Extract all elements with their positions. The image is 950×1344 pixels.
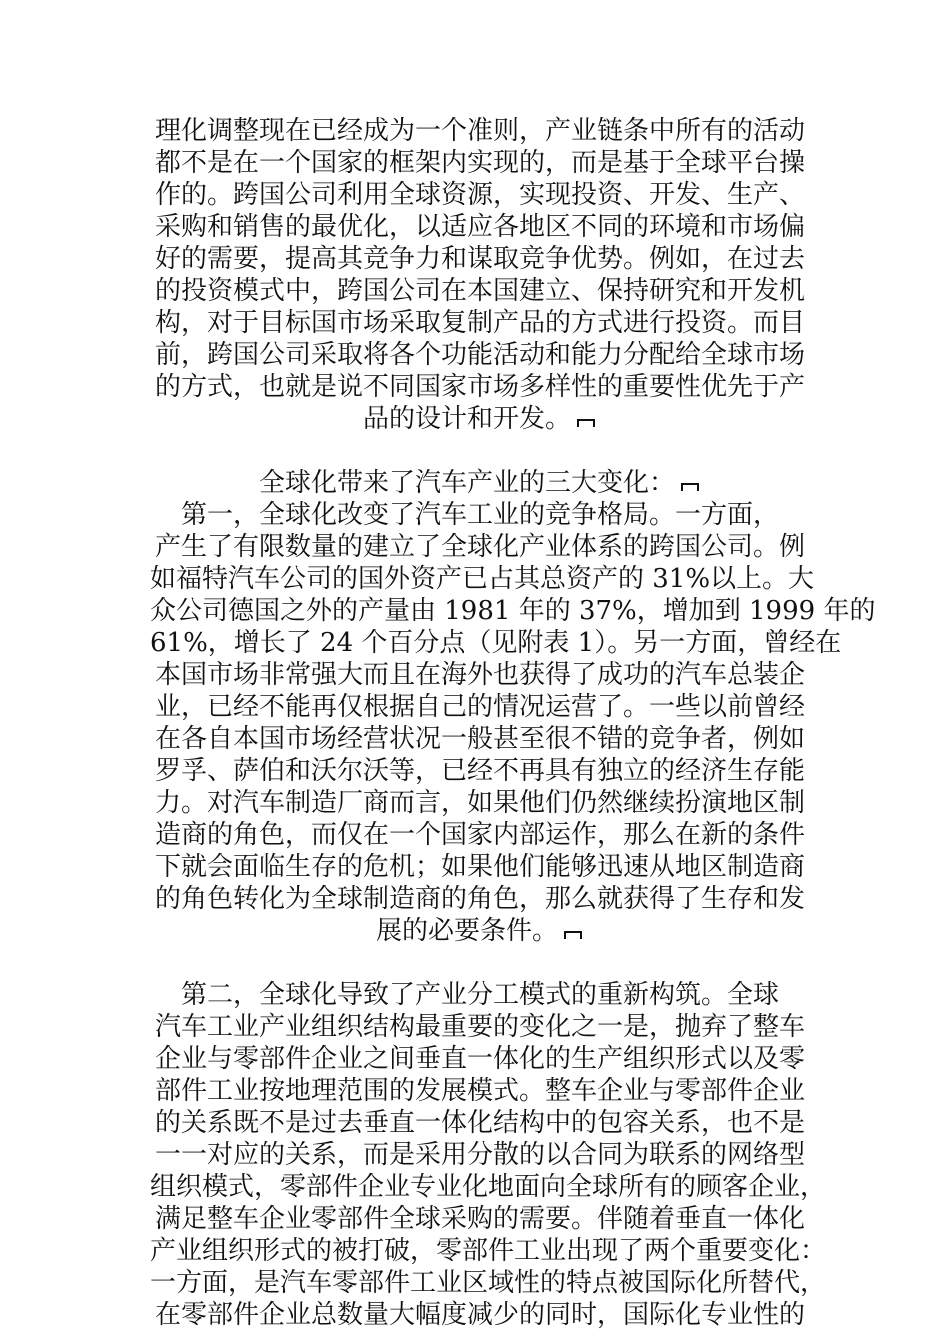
paragraph-1-line: 采购和销售的最优化，以适应各地区不同的环境和市场偏 [154, 212, 805, 242]
paragraph-2-line: 罗孚、萨伯和沃尔沃等，已经不再具有独立的经济生存能 [154, 756, 805, 786]
paragraph-1-line: 前，跨国公司采取将各个功能活动和能力分配给全球市场 [154, 340, 805, 370]
paragraph-1-line: 理化调整现在已经成为一个准则，产业链条中所有的活动 [154, 116, 805, 146]
paragraph-2-line: 造商的角色，而仅在一个国家内部运作，那么在新的条件 [154, 820, 805, 850]
paragraph-2-line: 业，已经不能再仅根据自己的情况运营了。一些以前曾经 [154, 692, 805, 722]
paragraph-2-line: 力。对汽车制造厂商而言，如果他们仍然继续扮演地区制 [154, 788, 805, 818]
paragraph-3-line: 满足整车企业零部件全球采购的需要。伴随着垂直一体化 [154, 1204, 805, 1234]
paragraph-2-line: 如福特汽车公司的国外资产已占其总资产的 31%以上。大 [150, 564, 815, 594]
paragraph-3-line: 产业组织形式的被打破，零部件工业出现了两个重要变化： [150, 1236, 827, 1266]
paragraph-2-line: 61%，增长了 24 个百分点（见附表 1）。另一方面，曾经在 [150, 628, 842, 658]
paragraph-2-line: 众公司德国之外的产量由 1981 年的 37%，增加到 1999 年的 [150, 596, 876, 626]
paragraph-1-line: 都不是在一个国家的框架内实现的，而是基于全球平台操 [154, 148, 805, 178]
paragraph-mark-icon [562, 927, 584, 941]
paragraph-1-line: 的投资模式中，跨国公司在本国建立、保持研究和开发机 [154, 276, 805, 306]
paragraph-1-line-text: 品的设计和开发。 [362, 404, 571, 434]
paragraph-2-line: 本国市场非常强大而且在海外也获得了成功的汽车总装企 [154, 660, 805, 690]
paragraph-mark-icon [575, 415, 597, 429]
paragraph-3-line: 在零部件企业总数量大幅度减少的同时，国际化专业性的 [154, 1300, 805, 1330]
paragraph-2-line: 的角色转化为全球制造商的角色，那么就获得了生存和发 [154, 884, 805, 914]
section-heading-text: 全球化带来了汽车产业的三大变化： [258, 468, 675, 498]
paragraph-3-line: 一方面，是汽车零部件工业区域性的特点被国际化所替代， [150, 1268, 827, 1298]
paragraph-3-line: 汽车工业产业组织结构最重要的变化之一是，抛弃了整车 [154, 1012, 805, 1042]
paragraph-1-line: 构，对于目标国市场采取复制产品的方式进行投资。而目 [154, 308, 805, 338]
paragraph-2-line: 下就会面临生存的危机；如果他们能够迅速从地区制造商 [154, 852, 805, 882]
paragraph-1-last-line [150, 404, 810, 434]
paragraph-2-line: 产生了有限数量的建立了全球化产业体系的跨国公司。例 [154, 532, 805, 562]
paragraph-3-line: 一一对应的关系，而是采用分散的以合同为联系的网络型 [154, 1140, 805, 1170]
paragraph-2-last-line [150, 916, 810, 946]
paragraph-2-line: 第一，全球化改变了汽车工业的竞争格局。一方面， [180, 500, 779, 530]
paragraph-1-line: 好的需要，提高其竞争力和谋取竞争优势。例如，在过去 [154, 244, 805, 274]
paragraph-3-line: 部件工业按地理范围的发展模式。整车企业与零部件企业 [154, 1076, 805, 1106]
paragraph-2-line: 在各自本国市场经营状况一般甚至很不错的竞争者，例如 [154, 724, 805, 754]
paragraph-3-line: 的关系既不是过去垂直一体化结构中的包容关系，也不是 [154, 1108, 805, 1138]
section-heading [150, 468, 810, 498]
paragraph-mark-icon [679, 479, 701, 493]
paragraph-3-line: 组织模式，零部件企业专业化地面向全球所有的顾客企业， [150, 1172, 827, 1202]
paragraph-1-line: 的方式，也就是说不同国家市场多样性的重要性优先于产 [154, 372, 805, 402]
paragraph-2-line-text: 展的必要条件。 [375, 916, 558, 946]
paragraph-3-line: 第二，全球化导致了产业分工模式的重新构筑。全球 [180, 980, 779, 1010]
paragraph-3-line: 企业与零部件企业之间垂直一体化的生产组织形式以及零 [154, 1044, 805, 1074]
paragraph-1-line: 作的。跨国公司利用全球资源，实现投资、开发、生产、 [154, 180, 805, 210]
